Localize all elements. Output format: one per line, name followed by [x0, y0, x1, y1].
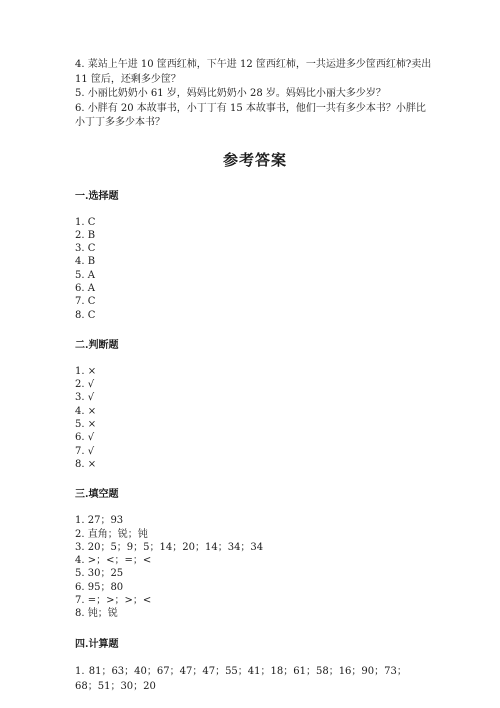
answer-item: 7. =；>；>；< [75, 595, 152, 607]
answer-item: 4. × [75, 405, 97, 417]
answer-item: 3. C [75, 243, 96, 255]
answer-item: 1. 81；63；40；67；47；47；55；41；18；61；58；16；90；73；68；51；30；20 [75, 665, 407, 692]
answer-item: 5. 30；25 [75, 568, 124, 580]
section-heading: 四.计算题 [75, 638, 119, 650]
question-4: 4. 菜站上午进 10 筐西红柿，下午进 12 筐西红柿，一共运进多少筐西红柿?卖出 11 筐后，还剩多少筐？ [75, 59, 432, 85]
section-fill-blank [75, 485, 435, 620]
answer-item: 2. 直角；锐；钝 [75, 528, 148, 540]
answer-item: 4. B [75, 256, 96, 268]
answer-title: 参考答案 [222, 150, 287, 169]
answer-item: 6. 95；80 [75, 581, 124, 593]
question-5: 5. 小丽比奶奶小 61 岁，妈妈比奶奶小 28 岁。妈妈比小丽大多少岁？ [75, 88, 386, 99]
answer-item: 2. √ [75, 379, 95, 391]
section-heading: 三.填空题 [75, 489, 119, 501]
answer-item: 3. √ [75, 392, 95, 404]
answer-item: 4. >；<；=；< [75, 555, 152, 567]
section-calculation [75, 635, 435, 694]
answer-item: 1. 27；93 [75, 515, 124, 527]
answer-item: 8. × [75, 458, 97, 470]
section-heading: 一.选择题 [75, 190, 119, 202]
answer-item: 1. × [75, 365, 97, 377]
question-6: 6. 小胖有 20 本故事书，小丁丁有 15 本故事书，他们一共有多少本书？小胖比小丁丁多多少本书？ [75, 102, 426, 128]
answer-item: 7. C [75, 296, 96, 308]
answer-item: 2. B [75, 229, 96, 241]
answer-document [75, 58, 435, 708]
answer-item: 5. × [75, 419, 97, 431]
answer-item: 8. 钝；锐 [75, 608, 118, 620]
section-judgement [75, 336, 435, 471]
section-choice [75, 187, 435, 322]
answer-item: 3. 20；5；9；5；14；20；14；34；34 [75, 541, 264, 553]
answer-item: 8. C [75, 309, 96, 321]
answer-item: 6. A [75, 282, 95, 294]
answer-item: 1. C [75, 216, 96, 228]
section-heading: 二.判断题 [75, 339, 119, 351]
answer-item: 5. A [75, 269, 95, 281]
answer-item: 6. √ [75, 432, 95, 444]
answer-item: 7. √ [75, 445, 95, 457]
